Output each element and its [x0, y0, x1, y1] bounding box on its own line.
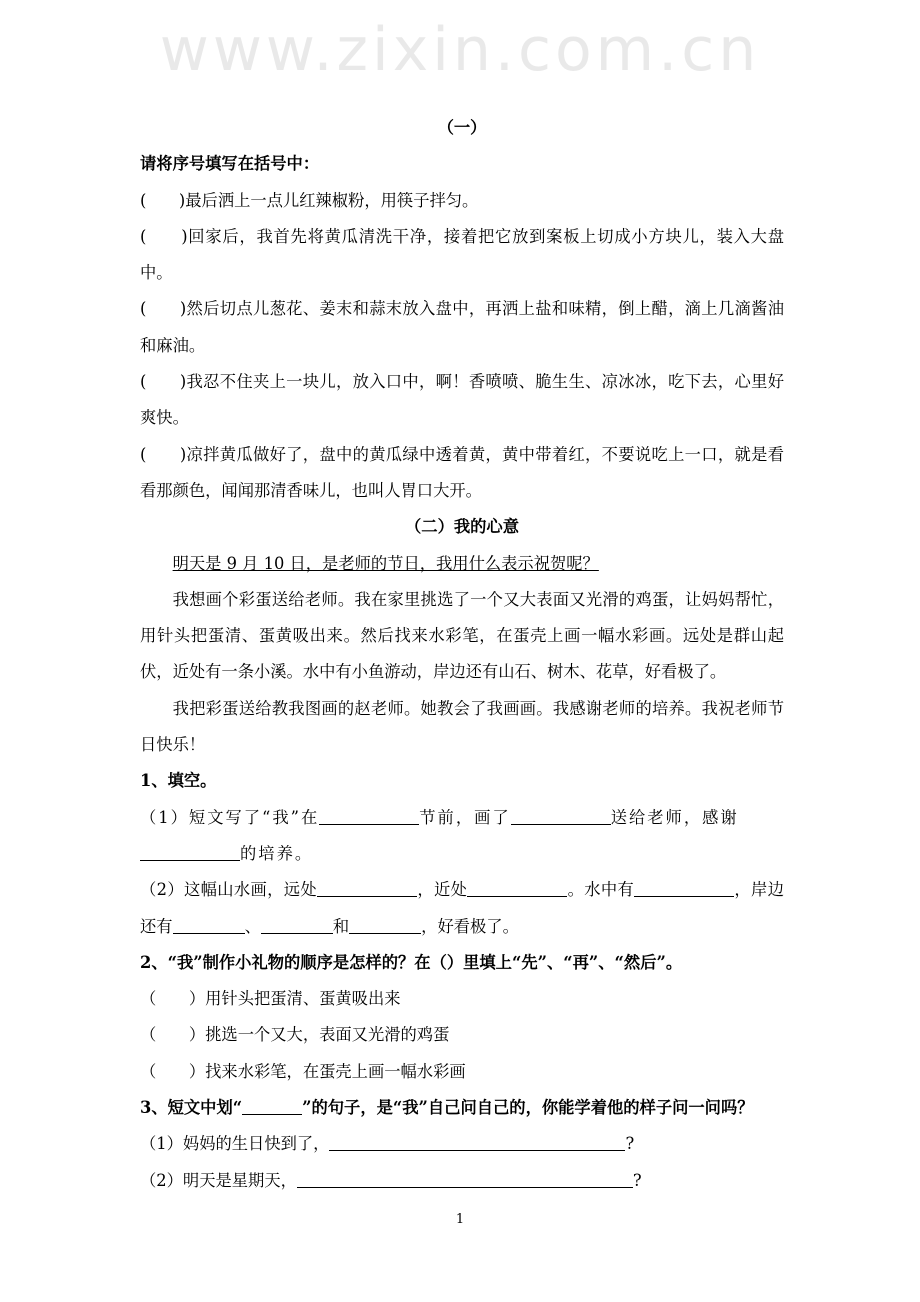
story-paragraph: 我想画个彩蛋送给老师。我在家里挑选了一个又大表面又光滑的鸡蛋，让妈妈帮忙，用针头把蛋清、蛋黄吸出来。然后找来水彩笔，在蛋壳上画一幅水彩画。远处是群山起伏，近处有一条小溪。水中有小鱼游动，岸边还有山石、树木、花草，好看极了。	[140, 589, 784, 682]
text: 的培养。	[240, 843, 314, 863]
underline-mark	[242, 1098, 302, 1115]
answer-blank[interactable]	[173, 916, 245, 933]
text: 。水中有	[567, 880, 635, 900]
text: 送给老师，感谢	[610, 807, 739, 827]
text: （2）这幅山水画，远处	[140, 880, 317, 900]
answer-blank[interactable]	[329, 1134, 625, 1151]
text: 和	[332, 916, 350, 936]
sequence-item: （ ）找来水彩笔，在蛋壳上画一幅水彩画	[140, 1061, 466, 1081]
question-1b	[140, 872, 784, 945]
ordering-item: ( )最后洒上一点儿红辣椒粉，用筷子拌匀。	[140, 190, 479, 210]
question-3-item	[140, 1126, 784, 1162]
answer-blank[interactable]	[634, 880, 734, 897]
document-page	[140, 110, 784, 1199]
ordering-item: ( )凉拌黄瓜做好了，盘中的黄瓜绿中透着黄，黄中带着红，不要说吃上一口，就是看看那颜色，闻闻那清香味儿，也叫人胃口大开。	[140, 444, 784, 500]
question-2-title: 2、“我”制作小礼物的顺序是怎样的？在（）里填上“先”、“再”、“然后”。	[140, 952, 683, 972]
section-1-title: （一）	[437, 118, 487, 137]
answer-blank[interactable]	[349, 916, 421, 933]
ordering-item: ( )回家后，我首先将黄瓜清洗干净，接着把它放到案板上切成小方块儿，装入大盘中。	[140, 226, 784, 283]
text: ?	[632, 1170, 642, 1190]
question-3-title	[140, 1090, 784, 1126]
section-2-title: （二）我的心意	[405, 517, 519, 537]
text: （1）妈妈的生日快到了，	[140, 1134, 330, 1154]
text: ”的句子，是“我”自己问自己的，你能学着他的样子问一问吗？	[302, 1098, 754, 1118]
text: ?	[625, 1134, 635, 1154]
text: 节前，画了	[419, 807, 511, 827]
text: （1）短文写了“我”在	[140, 807, 320, 827]
question-3-item	[140, 1163, 784, 1199]
answer-blank[interactable]	[297, 1170, 633, 1187]
answer-blank[interactable]	[511, 807, 611, 824]
underlined-sentence: 明天是 9 月 10 日，是老师的节日，我用什么表示祝贺呢？	[172, 553, 599, 573]
page-number: 1	[455, 1212, 465, 1227]
watermark: www.zixin.com.cn	[159, 15, 761, 85]
text: ，岸边还有	[140, 880, 784, 936]
text: ，近处	[416, 880, 468, 900]
answer-blank[interactable]	[317, 880, 417, 897]
question-1-title: 1、填空。	[140, 771, 217, 791]
text: （2）明天是星期天，	[140, 1170, 297, 1190]
sequence-item: （ ）用针头把蛋清、蛋黄吸出来	[140, 989, 401, 1009]
answer-blank[interactable]	[140, 844, 240, 861]
answer-blank[interactable]	[467, 880, 567, 897]
text: ，好看极了。	[421, 916, 519, 936]
story-paragraph: 我把彩蛋送给教我图画的赵老师。她教会了我画画。我感谢老师的培养。我祝老师节日快乐！	[140, 698, 784, 755]
text: 、	[244, 916, 261, 936]
ordering-item: ( )然后切点儿葱花、姜末和蒜末放入盘中，再洒上盐和味精，倒上醋，滴上几滴酱油和麻油。	[140, 299, 784, 355]
ordering-item: ( )我忍不住夹上一块儿，放入口中，啊！香喷喷、脆生生、凉冰冰，吃下去，心里好爽快。	[140, 372, 784, 428]
question-1a	[140, 800, 784, 873]
answer-blank[interactable]	[319, 807, 419, 824]
answer-blank[interactable]	[261, 916, 333, 933]
sequence-item: （ ）挑选一个又大，表面又光滑的鸡蛋	[140, 1025, 450, 1045]
section-1-instruction: 请将序号填写在括号中：	[140, 154, 320, 174]
text: 3、短文中划“	[140, 1098, 243, 1118]
